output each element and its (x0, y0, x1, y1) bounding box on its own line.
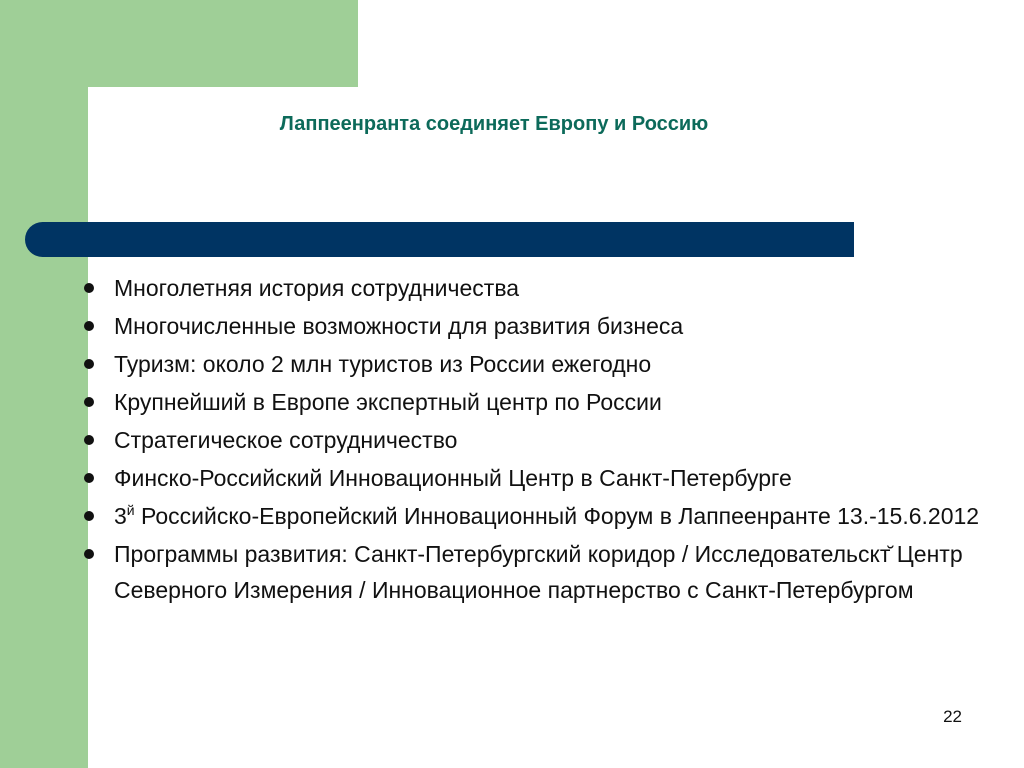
bullet-dot-icon (84, 397, 94, 407)
bullet-item (83, 383, 1013, 421)
bullet-text: Туризм: около 2 млн туристов из России ежегодно (114, 351, 652, 377)
ordinal-suffix: й (126, 501, 135, 518)
bullet-item (83, 307, 1013, 345)
bullet-text: Программы развития: Санкт-Петербургский коридор / Исследовательскт̆ Центр Северного Измерения / Инновационное партнерство с Санкт-Петербургом (114, 540, 963, 604)
bullet-item (83, 345, 1013, 383)
bullet-text: Крупнейший в Европе экспертный центр по России (114, 389, 662, 415)
bullet-item (83, 535, 1013, 610)
forum-ordinal-number: 3 (114, 502, 127, 529)
forum-description: Российско-Европейский Инновационный Форум в Лаппеенранте 13.-15.6.2012 (134, 502, 980, 529)
page-number: 22 (943, 707, 962, 726)
bullet-dot-icon (84, 549, 94, 559)
title-divider-bar (25, 222, 854, 257)
bullet-dot-icon (84, 321, 94, 331)
bullet-dot-icon (84, 473, 94, 483)
bullet-text (114, 503, 979, 529)
bullet-text: Многолетняя история сотрудничества (114, 275, 520, 301)
rounded-content-corner (88, 87, 188, 187)
bullet-dot-icon (84, 511, 94, 521)
bullet-item (83, 421, 1013, 459)
bullet-list (83, 269, 1013, 610)
bullet-text: Финско-Российский Инновационный Центр в Санкт-Петербурге (114, 465, 792, 491)
bullet-text: Стратегическое сотрудничество (114, 427, 458, 453)
bullet-dot-icon (84, 283, 94, 293)
bullet-item (83, 497, 1013, 535)
bullet-item (83, 459, 1013, 497)
bullet-dot-icon (84, 359, 94, 369)
green-top-decoration (88, 0, 358, 87)
bullet-text: Многочисленные возможности для развития бизнеса (114, 313, 684, 339)
bullet-item (83, 269, 1013, 307)
bullet-dot-icon (84, 435, 94, 445)
slide-title: Лаппеенранта соединяет Европу и Россию (279, 113, 709, 135)
